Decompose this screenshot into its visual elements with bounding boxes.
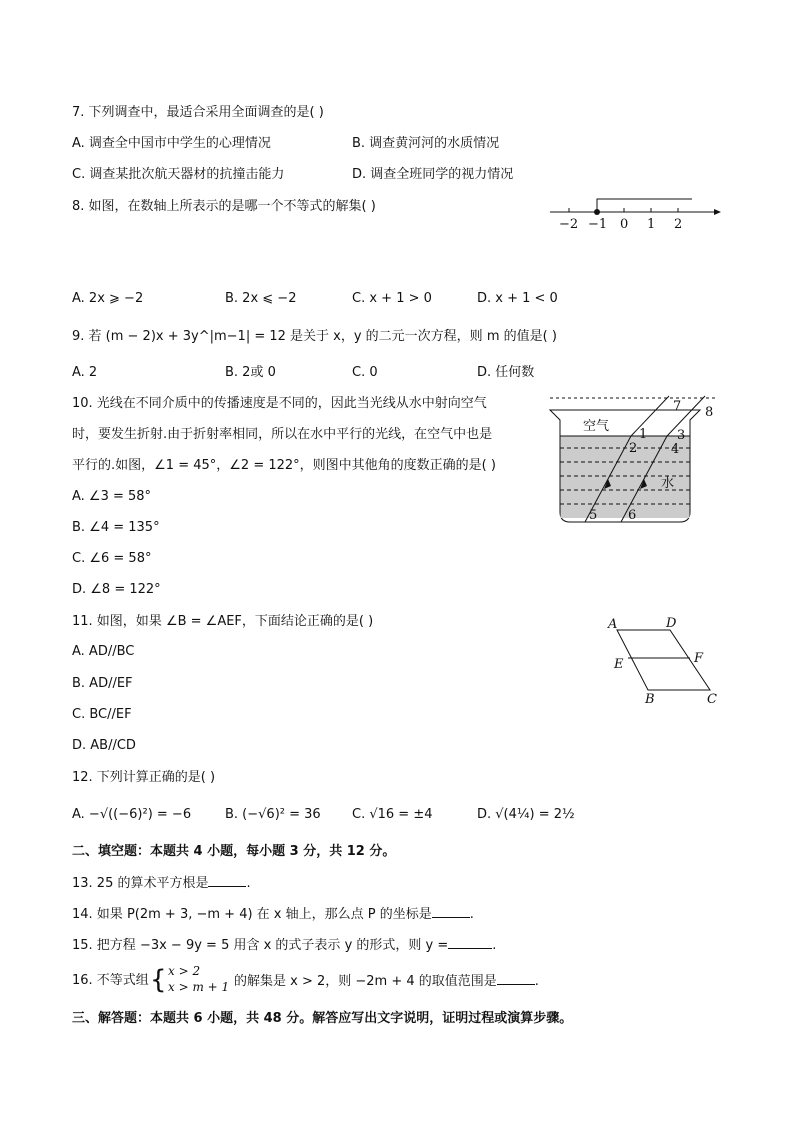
- q8-option-d: D. x + 1 < 0: [477, 291, 558, 306]
- q10-stem-line-3: 平行的.如图，∠1 = 45°，∠2 = 122°，则图中其他角的度数正确的是( ): [72, 458, 496, 473]
- q8-option-b: B. 2x ⩽ −2: [225, 291, 297, 306]
- angle-label: 8: [705, 405, 714, 420]
- angle-label: 4: [671, 442, 680, 457]
- angle-label: 3: [677, 428, 686, 443]
- q7-stem: 7. 下列调查中，最适合采用全面调查的是( ): [72, 105, 324, 120]
- q9-stem: 9. 若 (m − 2)x + 3y^|m−1| = 12 是关于 x，y 的二元一次方程，则 m 的值是( ): [72, 329, 557, 344]
- q10-option-b: B. ∠4 = 135°: [72, 520, 160, 535]
- q13-text: 13. 25 的算术平方根是: [72, 876, 209, 891]
- q16-prefix: 16. 不等式组: [72, 973, 149, 988]
- q14: 14. 如果 P(2m + 3, −m + 4) 在 x 轴上，那么点 P 的坐标是 .: [72, 907, 474, 922]
- axis-label: 2: [674, 217, 683, 232]
- q16-system-line-1: x > 2: [168, 964, 201, 978]
- q11-option-d: D. AB//CD: [72, 738, 136, 753]
- point-label: F: [694, 651, 704, 666]
- q14-text: 14. 如果 P(2m + 3, −m + 4) 在 x 轴上，那么点 P 的坐标是: [72, 907, 432, 922]
- q12-option-c: C. √16 = ±4: [352, 807, 433, 822]
- q9-option-d: D. 任何数: [477, 365, 535, 380]
- q11-option-a: A. AD//BC: [72, 644, 135, 659]
- axis-label: 1: [647, 217, 656, 232]
- q9-option-a: A. 2: [72, 365, 98, 380]
- q15-answer-blank[interactable]: [448, 936, 492, 949]
- point-label: A: [608, 617, 618, 632]
- q9-option-b: B. 2或 0: [225, 365, 276, 380]
- solid-point-icon: [594, 209, 600, 215]
- q10-option-c: C. ∠6 = 58°: [72, 551, 152, 566]
- point-label: D: [666, 616, 677, 631]
- q7-option-d: D. 调查全班同学的视力情况: [352, 167, 514, 182]
- q16-rest: 的解集是 x > 2，则 −2m + 4 的取值范围是 .: [234, 974, 539, 989]
- water-label: 水: [661, 476, 675, 491]
- q10-stem-line-2: 时，要发生折射.由于折射率相同，所以在水中平行的光线，在空气中也是: [72, 427, 493, 442]
- q14-answer-blank[interactable]: [432, 905, 470, 918]
- q7-option-c: C. 调查某批次航天器材的抗撞击能力: [72, 167, 285, 182]
- q13: 13. 25 的算术平方根是 .: [72, 876, 251, 891]
- q8-option-c: C. x + 1 > 0: [352, 291, 432, 306]
- air-label: 空气: [583, 419, 610, 434]
- q10-option-a: A. ∠3 = 58°: [72, 489, 152, 504]
- angle-label: 1: [639, 427, 648, 442]
- axis-label: 0: [620, 217, 629, 232]
- angle-label: 7: [673, 399, 682, 414]
- angle-label: 6: [628, 508, 637, 523]
- q11-option-b: B. AD//EF: [72, 676, 133, 691]
- q7-option-b: B. 调查黄河河的水质情况: [352, 136, 500, 151]
- section-3-heading: 三、解答题：本题共 6 小题，共 48 分。解答应写出文字说明，证明过程或演算步骤。: [72, 1011, 573, 1026]
- q12-stem: 12. 下列计算正确的是( ): [72, 770, 216, 785]
- q15-text: 15. 把方程 −3x − 9y = 5 用含 x 的式子表示 y 的形式，则 y =: [72, 938, 449, 953]
- q10-option-d: D. ∠8 = 122°: [72, 582, 161, 597]
- q11-parallelogram-figure: [600, 612, 730, 707]
- q16-suffix: 的解集是 x > 2，则 −2m + 4 的取值范围是: [234, 974, 497, 989]
- axis-label: −1: [588, 217, 608, 232]
- left-brace-icon: {: [150, 965, 167, 995]
- point-label: C: [707, 692, 717, 707]
- q10-stem-line-1: 10. 光线在不同介质中的传播速度是不同的，因此当光线从水中射向空气: [72, 396, 487, 411]
- q12-option-b: B. (−√6)² = 36: [225, 807, 321, 822]
- q10-refraction-figure: [545, 392, 725, 527]
- q12-option-d: D. √(4¼) = 2½: [477, 807, 575, 822]
- axis-label: −2: [559, 217, 579, 232]
- angle-label: 2: [629, 441, 638, 456]
- q9-option-c: C. 0: [352, 365, 378, 380]
- q11-stem: 11. 如图，如果 ∠B = ∠AEF，下面结论正确的是( ): [72, 614, 374, 629]
- q13-answer-blank[interactable]: [208, 874, 246, 887]
- q8-option-a: A. 2x ⩾ −2: [72, 291, 144, 306]
- q7-option-a: A. 调查全中国市中学生的心理情况: [72, 136, 271, 151]
- q8-stem: 8. 如图，在数轴上所表示的是哪一个不等式的解集( ): [72, 199, 376, 214]
- point-label: B: [645, 692, 655, 707]
- q16: [72, 972, 149, 990]
- q15: 15. 把方程 −3x − 9y = 5 用含 x 的式子表示 y 的形式，则 y = .: [72, 938, 497, 953]
- point-label: E: [614, 657, 624, 672]
- angle-label: 5: [589, 508, 598, 523]
- q8-number-line: [545, 190, 725, 235]
- q16-system-line-2: x > m + 1: [168, 980, 230, 994]
- q11-option-c: C. BC//EF: [72, 707, 132, 722]
- q16-answer-blank[interactable]: [497, 972, 535, 985]
- q12-option-a: A. −√((−6)²) = −6: [72, 807, 192, 822]
- section-2-heading: 二、填空题：本题共 4 小题，每小题 3 分，共 12 分。: [72, 844, 396, 859]
